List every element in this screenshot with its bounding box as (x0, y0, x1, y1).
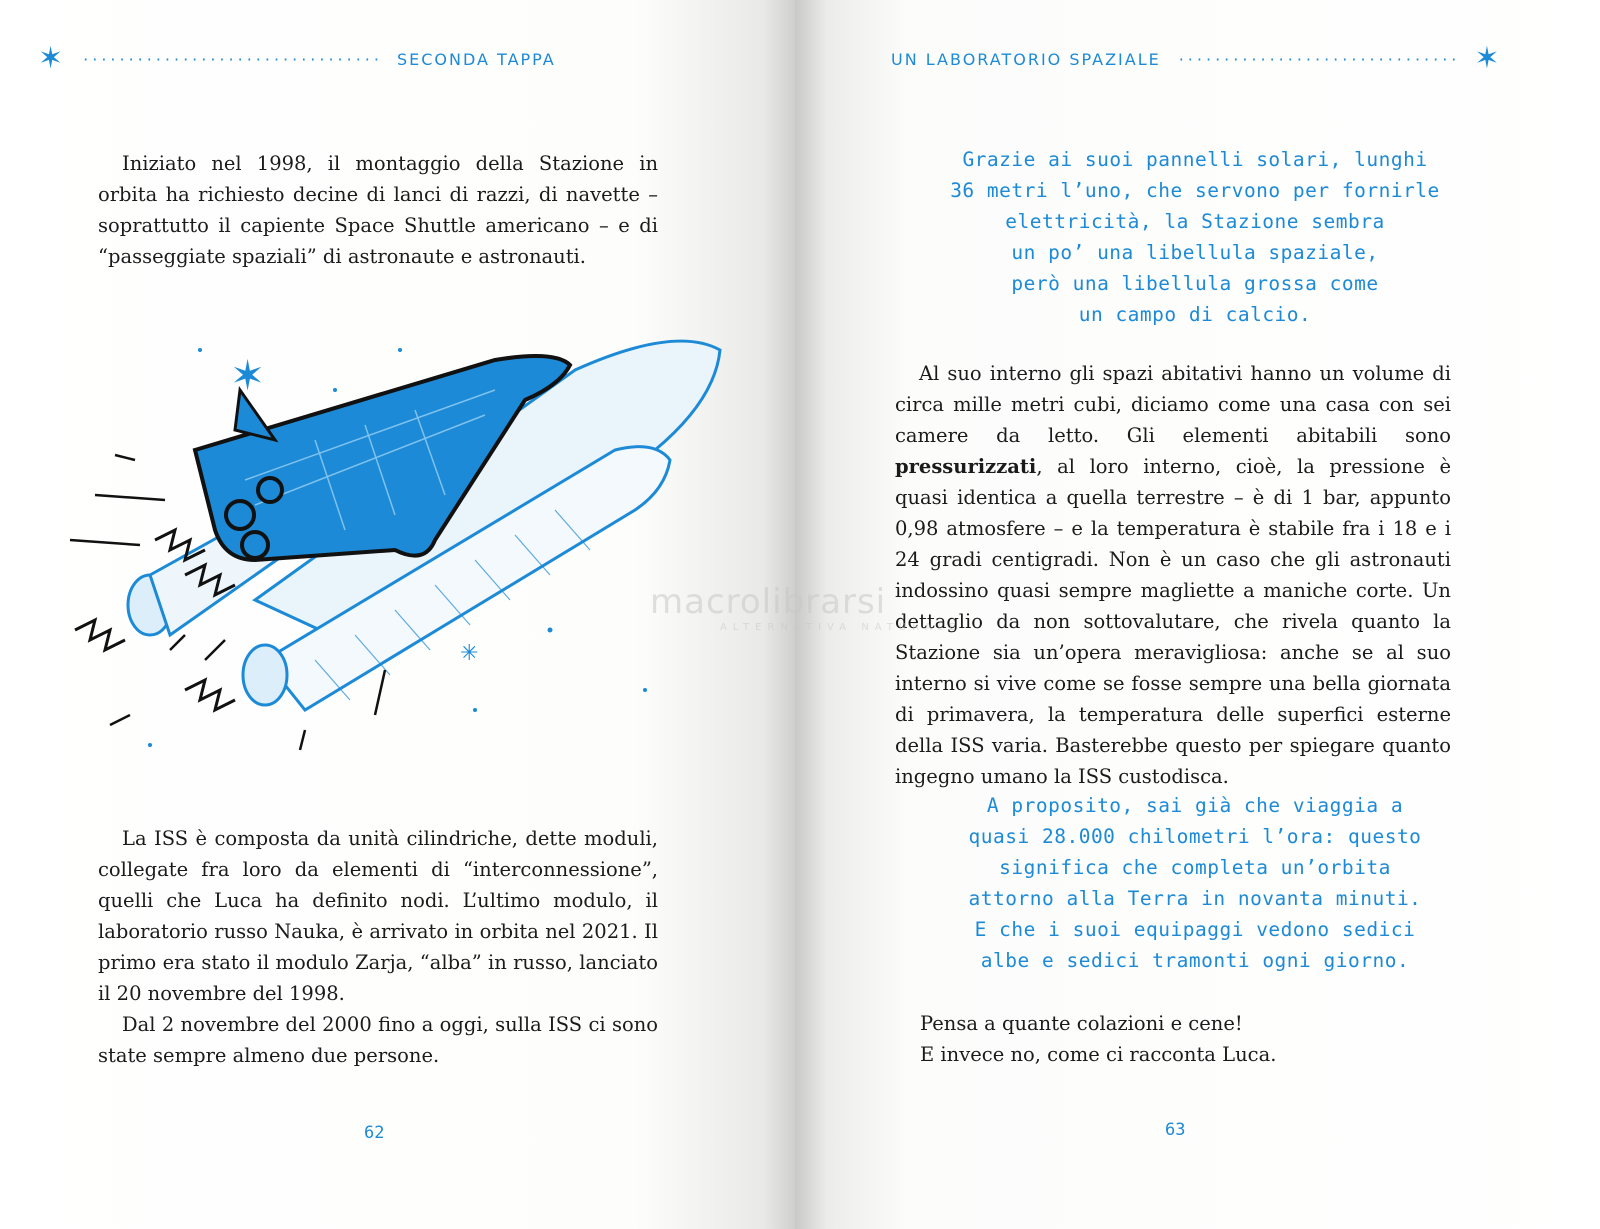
callout-line: albe e sedici tramonti ogni giorno. (980, 949, 1410, 972)
left-running-header (38, 41, 668, 76)
solar-panels-callout (915, 144, 1475, 330)
closing-text (920, 1008, 1440, 1070)
engine-nozzle (226, 501, 254, 529)
callout-line: E che i suoi equipaggi vedono sedici (974, 918, 1416, 941)
paragraph: La ISS è composta da unità cilindriche, dette moduli, collegate fra loro da elementi di “interconnessione”, quelli che Luca ha definito nodi. L’ultimo modulo, il laboratorio russo Nauka, è arrivato in orbita nel 2021. Il primo era stato il modulo Zarja, “alba” in russo, lanciato il 20 novembre del 1998. (98, 827, 658, 1005)
watermark (650, 582, 961, 633)
section-title: SECONDA TAPPA (396, 49, 556, 69)
closing-line: E invece no, come ci racconta Luca. (920, 1043, 1277, 1066)
engine-nozzle (258, 478, 282, 502)
modules-text (98, 823, 658, 1071)
star-icon: ✶ (1474, 41, 1502, 76)
habitat-text (895, 358, 1451, 792)
star-icon: ✳ (460, 641, 479, 666)
exhaust-flame (75, 620, 125, 650)
star-icon: ✶ (230, 351, 266, 400)
star-icon: ✶ (38, 41, 66, 76)
closing-line: Pensa a quante colazioni e cene! (920, 1012, 1243, 1035)
watermark-tagline: ALTERNATIVA NATURALE (720, 622, 962, 633)
callout-line: attorno alla Terra in novanta minuti. (968, 887, 1422, 910)
callout-line: un campo di calcio. (1078, 303, 1312, 326)
watermark-brand: macrolibrarsi (650, 582, 887, 622)
callout-line: quasi 28.000 chilometri l’ora: questo (968, 825, 1422, 848)
intro-text (98, 148, 658, 272)
callout-line: significa che completa un’orbita (999, 856, 1391, 879)
speed-callout (915, 790, 1475, 976)
page-number: 62 (364, 1123, 385, 1143)
bold-term: pressurizzati (895, 455, 1037, 478)
paragraph: Al suo interno gli spazi abitativi hanno un volume di circa mille metri cubi, diciamo come una casa con sei camere da letto. Gli elementi abitabili sono pressurizzati, al loro interno, cioè, la pressione è quasi identica a quella terrestre – è di 1 bar, appunto 0,98 atmosfere – e la temperatura è stabile fra i 18 e i 24 gradi centigradi. Non è un caso che gli astronauti indossino quasi sempre magliette a maniche corte. Un dettaglio da non sottovalutare, che rivela quanto la Stazione sia un’opera meravigliosa: anche se al suo interno si vive come se fosse sempre una bella giornata di primavera, la temperatura delle superfici esterne della ISS varia. Basterebbe questo per spiegare quanto ingegno umano la ISS custodisca. (895, 362, 1451, 788)
paragraph: Dal 2 novembre del 2000 fino a oggi, sulla ISS ci sono state sempre almeno due persone. (98, 1013, 658, 1067)
paragraph: Iniziato nel 1998, il montaggio della Stazione in orbita ha richiesto decine di lanci di razzi, di navette – soprattutto il capiente Space Shuttle americano – e di “passeggiate spaziali” di astronaute e astronauti. (98, 152, 658, 268)
section-title: UN LABORATORIO SPAZIALE (891, 49, 1161, 69)
engine-nozzle (242, 532, 268, 558)
callout-line: un po’ una libellula spaziale, (1011, 241, 1379, 264)
exhaust-flame (185, 680, 235, 710)
callout-line: A proposito, sai già che viaggia a (986, 794, 1404, 817)
callout-line: però una libellula grossa come (1011, 272, 1379, 295)
callout-line: elettricità, la Stazione sembra (1005, 210, 1385, 233)
callout-line: 36 metri l’uno, che servono per fornirle (950, 179, 1440, 202)
booster-nozzle (243, 645, 287, 705)
space-shuttle-illustration (55, 330, 735, 760)
right-running-header (891, 41, 1511, 76)
page-number: 63 (1165, 1120, 1186, 1140)
dotted-leader: ································· (83, 49, 383, 69)
callout-line: Grazie ai suoi pannelli solari, lunghi (962, 148, 1428, 171)
dotted-leader: ······························· (1178, 49, 1461, 69)
